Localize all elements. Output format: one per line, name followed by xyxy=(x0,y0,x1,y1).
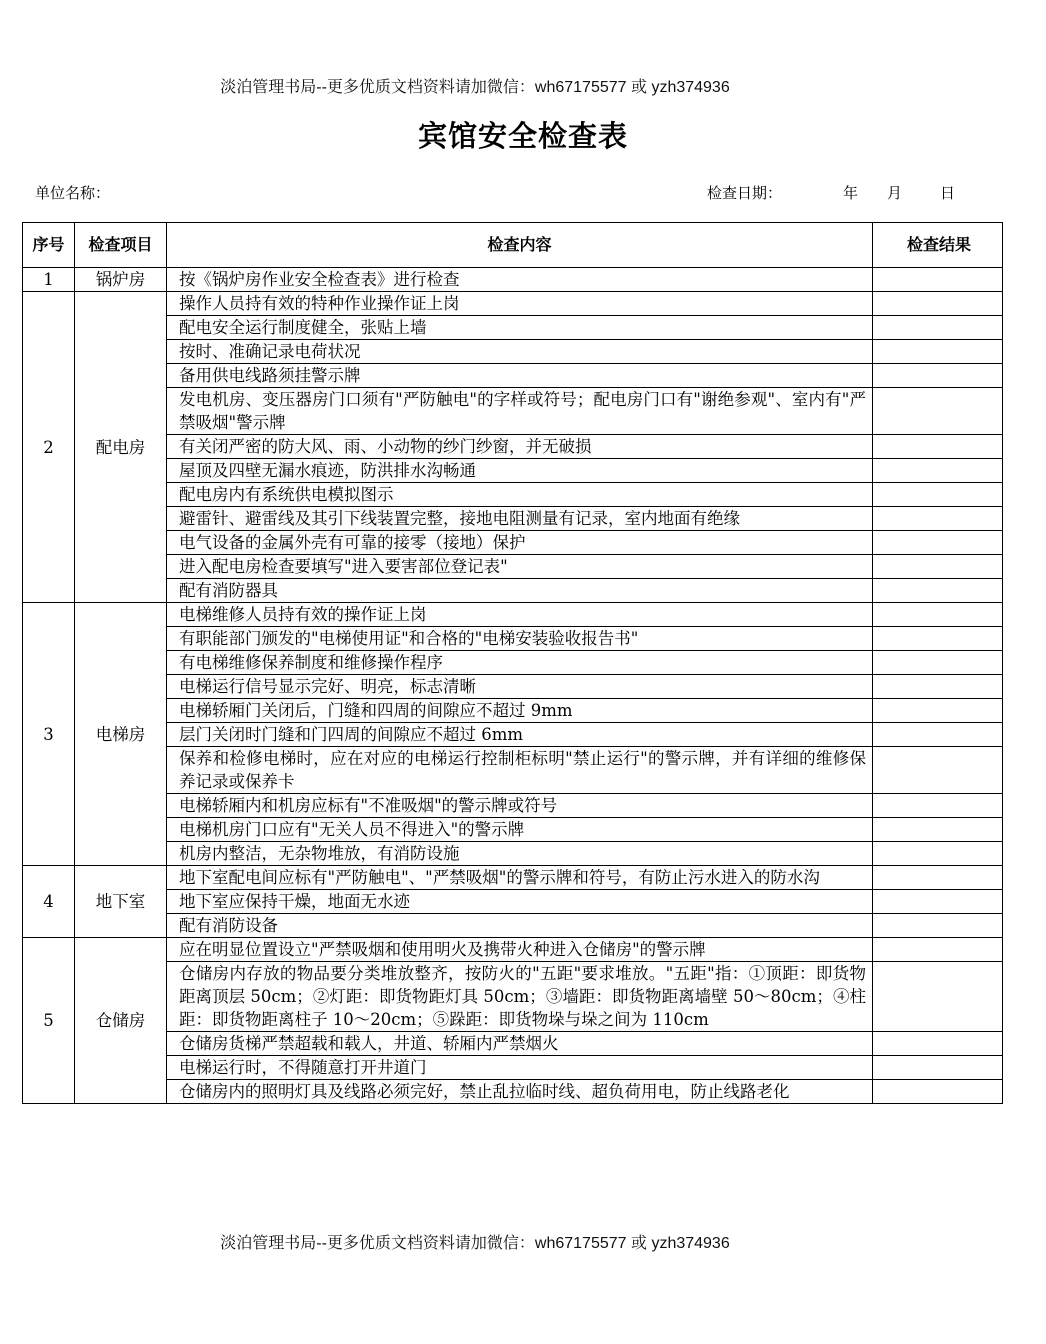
check-result-cell xyxy=(873,818,1003,842)
check-content-cell: 电梯运行信号显示完好、明亮，标志清晰 xyxy=(167,675,873,699)
header-result: 检查结果 xyxy=(873,223,1003,268)
check-result-cell xyxy=(873,1032,1003,1056)
check-content-cell: 屋顶及四壁无漏水痕迹，防洪排水沟畅通 xyxy=(167,459,873,483)
check-result-cell xyxy=(873,1080,1003,1104)
check-result-cell xyxy=(873,699,1003,723)
table-row xyxy=(23,914,1003,938)
check-content-cell: 按时、准确记录电荷状况 xyxy=(167,340,873,364)
check-result-cell xyxy=(873,292,1003,316)
table-row xyxy=(23,723,1003,747)
section-item: 配电房 xyxy=(75,292,167,603)
check-content-cell: 有关闭严密的防大风、雨、小动物的纱门纱窗，并无破损 xyxy=(167,435,873,459)
check-content-cell: 有职能部门颁发的"电梯使用证"和合格的"电梯安装验收报告书" xyxy=(167,627,873,651)
table-row xyxy=(23,483,1003,507)
check-content-cell: 机房内整洁，无杂物堆放，有消防设施 xyxy=(167,842,873,866)
table-row xyxy=(23,1080,1003,1104)
section-number: 4 xyxy=(23,866,75,938)
check-content-cell: 配有消防设备 xyxy=(167,914,873,938)
table-row xyxy=(23,603,1003,627)
check-result-cell xyxy=(873,1056,1003,1080)
unit-name-label: 单位名称： xyxy=(35,184,111,202)
section-number: 5 xyxy=(23,938,75,1104)
check-result-cell xyxy=(873,579,1003,603)
table-row xyxy=(23,675,1003,699)
check-content-cell: 避雷针、避雷线及其引下线装置完整，接地电阻测量有记录，室内地面有绝缘 xyxy=(167,507,873,531)
header-watermark-note: 淡泊管理书局--更多优质文档资料请加微信：wh67175577 或 yzh374936 xyxy=(220,79,730,96)
check-content-cell: 配有消防器具 xyxy=(167,579,873,603)
table-row xyxy=(23,579,1003,603)
check-content-cell: 仓储房货梯严禁超载和载人，井道、轿厢内严禁烟火 xyxy=(167,1032,873,1056)
table-row xyxy=(23,962,1003,1032)
table-row xyxy=(23,316,1003,340)
check-content-cell: 配电房内有系统供电模拟图示 xyxy=(167,483,873,507)
header-item: 检查项目 xyxy=(75,223,167,268)
check-content-cell: 地下室配电间应标有"严防触电"、"严禁吸烟"的警示牌和符号，有防止污水进入的防水沟 xyxy=(167,866,873,890)
check-content-cell: 电梯维修人员持有效的操作证上岗 xyxy=(167,603,873,627)
check-result-cell xyxy=(873,435,1003,459)
inspection-table xyxy=(22,222,1003,1104)
check-content-cell: 仓储房内存放的物品要分类堆放整齐，按防火的"五距"要求堆放。"五距"指：①顶距：即货物距离顶层 50cm；②灯距：即货物距灯具 50cm；③墙距：即货物距离墙壁 50～80cm；④柱距：即货物距离柱子 10～20cm；⑤跺距：即货物垛与垛之间为 110cm xyxy=(167,962,873,1032)
year-label: 年 xyxy=(843,184,859,202)
check-content-cell: 仓储房内的照明灯具及线路必须完好，禁止乱拉临时线、超负荷用电，防止线路老化 xyxy=(167,1080,873,1104)
check-result-cell xyxy=(873,627,1003,651)
check-result-cell xyxy=(873,651,1003,675)
table-row xyxy=(23,340,1003,364)
table-row xyxy=(23,938,1003,962)
section-item: 仓储房 xyxy=(75,938,167,1104)
table-row xyxy=(23,268,1003,292)
section-number: 2 xyxy=(23,292,75,603)
check-result-cell xyxy=(873,340,1003,364)
table-row xyxy=(23,459,1003,483)
table-row xyxy=(23,627,1003,651)
check-content-cell: 地下室应保持干燥，地面无水迹 xyxy=(167,890,873,914)
table-row xyxy=(23,1056,1003,1080)
header-no: 序号 xyxy=(23,223,75,268)
check-result-cell xyxy=(873,914,1003,938)
table-body xyxy=(23,268,1003,1104)
check-result-cell xyxy=(873,316,1003,340)
check-content-cell: 进入配电房检查要填写"进入要害部位登记表" xyxy=(167,555,873,579)
table-row xyxy=(23,699,1003,723)
check-result-cell xyxy=(873,675,1003,699)
check-content-cell: 电梯轿厢门关闭后，门缝和四周的间隙应不超过 9mm xyxy=(167,699,873,723)
table-row xyxy=(23,842,1003,866)
check-content-cell: 按《锅炉房作业安全检查表》进行检查 xyxy=(167,268,873,292)
check-content-cell: 电梯轿厢内和机房应标有"不准吸烟"的警示牌或符号 xyxy=(167,794,873,818)
check-content-cell: 配电安全运行制度健全，张贴上墙 xyxy=(167,316,873,340)
check-content-cell: 操作人员持有效的特种作业操作证上岗 xyxy=(167,292,873,316)
check-result-cell xyxy=(873,388,1003,435)
day-label: 日 xyxy=(940,184,956,202)
check-result-cell xyxy=(873,483,1003,507)
check-result-cell xyxy=(873,747,1003,794)
check-content-cell: 电气设备的金属外壳有可靠的接零（接地）保护 xyxy=(167,531,873,555)
table-row xyxy=(23,866,1003,890)
table-row xyxy=(23,292,1003,316)
check-result-cell xyxy=(873,962,1003,1032)
section-item: 地下室 xyxy=(75,866,167,938)
table-header-row xyxy=(23,223,1003,268)
check-result-cell xyxy=(873,723,1003,747)
inspection-date-label: 检查日期： xyxy=(707,184,783,202)
month-label: 月 xyxy=(887,184,903,202)
document-title: 宾馆安全检查表 xyxy=(417,119,628,153)
header-content: 检查内容 xyxy=(167,223,873,268)
check-content-cell: 发电机房、变压器房门口须有"严防触电"的字样或符号；配电房门口有"谢绝参观"、室内有"严禁吸烟"警示牌 xyxy=(167,388,873,435)
check-result-cell xyxy=(873,531,1003,555)
table-row xyxy=(23,507,1003,531)
check-result-cell xyxy=(873,866,1003,890)
check-content-cell: 电梯运行时，不得随意打开井道门 xyxy=(167,1056,873,1080)
check-result-cell xyxy=(873,459,1003,483)
check-content-cell: 应在明显位置设立"严禁吸烟和使用明火及携带火种进入仓储房"的警示牌 xyxy=(167,938,873,962)
check-result-cell xyxy=(873,794,1003,818)
section-item: 电梯房 xyxy=(75,603,167,866)
check-content-cell: 电梯机房门口应有"无关人员不得进入"的警示牌 xyxy=(167,818,873,842)
table-row xyxy=(23,818,1003,842)
check-result-cell xyxy=(873,555,1003,579)
check-content-cell: 层门关闭时门缝和门四周的间隙应不超过 6mm xyxy=(167,723,873,747)
section-number: 1 xyxy=(23,268,75,292)
table-row xyxy=(23,555,1003,579)
table-row xyxy=(23,1032,1003,1056)
check-result-cell xyxy=(873,268,1003,292)
check-result-cell xyxy=(873,938,1003,962)
table-row xyxy=(23,388,1003,435)
check-result-cell xyxy=(873,842,1003,866)
section-item: 锅炉房 xyxy=(75,268,167,292)
check-content-cell: 保养和检修电梯时，应在对应的电梯运行控制柜标明"禁止运行"的警示牌，并有详细的维修保养记录或保养卡 xyxy=(167,747,873,794)
table-row xyxy=(23,531,1003,555)
table-row xyxy=(23,651,1003,675)
table-row xyxy=(23,364,1003,388)
check-content-cell: 有电梯维修保养制度和维修操作程序 xyxy=(167,651,873,675)
table-row xyxy=(23,890,1003,914)
table-row xyxy=(23,435,1003,459)
check-result-cell xyxy=(873,507,1003,531)
footer-watermark-note: 淡泊管理书局--更多优质文档资料请加微信：wh67175577 或 yzh374936 xyxy=(220,1235,730,1252)
check-content-cell: 备用供电线路须挂警示牌 xyxy=(167,364,873,388)
section-number: 3 xyxy=(23,603,75,866)
check-result-cell xyxy=(873,603,1003,627)
table-row xyxy=(23,747,1003,794)
check-result-cell xyxy=(873,890,1003,914)
table-row xyxy=(23,794,1003,818)
check-result-cell xyxy=(873,364,1003,388)
